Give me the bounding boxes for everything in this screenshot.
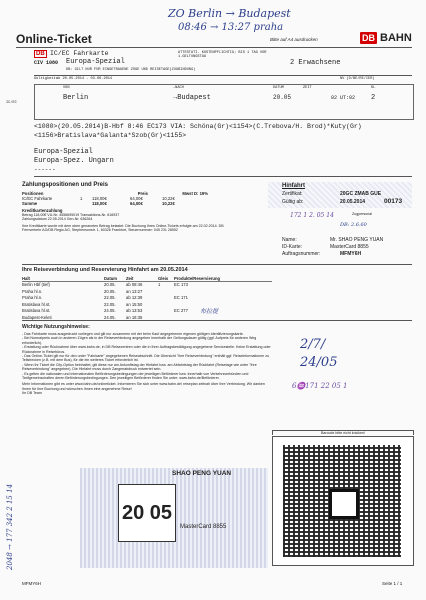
itinerary-cell: an 13:27 [126, 288, 143, 294]
itinerary-cell: 20.05. [104, 288, 116, 294]
col-von: VON [63, 86, 70, 90]
ticket-divider-1 [34, 75, 412, 76]
itinerary-cell: EC 277 [174, 308, 188, 313]
handwritten-side-note: 2048 → 177 342 2 15 14 [6, 483, 14, 570]
validation-stamp [80, 468, 268, 568]
itinerary-cell: Berlin Hbf (tief) [22, 282, 50, 287]
id-label: ID-Karte: [282, 244, 303, 250]
ticket-number: CIV 1080 [34, 60, 59, 66]
barcode-box [272, 436, 414, 566]
payment-header-tax: Mwst D: 19% [182, 191, 208, 196]
note-item: - Das Online-Ticket gilt nur für den unter "Fahrkarte" angegebenen Reiseabschnitt. Die Übersicht "Ihre Reiseverbindung" enthält ggf. Reiseinformationen zu Teilstrecken (z.B. mit dem Bus), für die ein weiteres Ticket erforderlich ist. [22, 354, 270, 363]
print-hint: Bitte auf A4 ausdrucken [270, 37, 318, 42]
itinerary-cell: Budapest-Keleti [22, 314, 52, 320]
itinerary-cell: 24.05. [104, 314, 116, 320]
route-table [34, 84, 414, 120]
card-payment-line: Betrag 118,00€ VU-Nr. 4556695019 Transaktions-Nr. 616937 [22, 213, 120, 217]
itinerary-cell: Bratislava hl.st. [22, 301, 51, 307]
handwritten-route: ZO Berlin → Budapest [168, 7, 291, 20]
to-station: →Budapest [173, 94, 211, 102]
col-class: KL [371, 86, 376, 90]
ticket-validity-note: DB: GILT NUR FÜR EINGETRAGENE ZÜGE UND REISETAGE(ZUGBINDUNG) [66, 68, 196, 72]
card-payment-line: Zahlungsdatum 22.05.2014 Gen-Nr. 636264 [22, 217, 93, 222]
auftrag-value: MFMY6H [340, 251, 362, 257]
itinerary-cell: 20.05. [104, 282, 116, 287]
db-logo-text: BAHN [380, 32, 412, 44]
product-line-2: Europa-Spezial [34, 148, 93, 156]
itinerary-cell: 24.05. [104, 308, 116, 313]
from-station: Berlin [63, 94, 89, 102]
ticket-type: IC/EC Fahrkarte [50, 50, 109, 57]
zertifikat-label: Zertifikat: [282, 191, 303, 197]
handwritten-note: 布拉提 [200, 308, 219, 315]
row-label: IC/EC [6, 101, 17, 105]
payment-row [22, 201, 242, 206]
id-value: MasterCard 8855 [330, 244, 369, 250]
itinerary-cell: an 16:35 [126, 314, 143, 320]
itinerary-header: Produkte/Reservierung [174, 276, 221, 281]
footer-order-number: MFMY6H [22, 581, 41, 586]
itinerary-header: Gleis [158, 276, 169, 281]
ticket-restriction: ATTESTATI. KOSTENPFLICHTIG; BIS 1 TAG VOR 1.GELTUNGSTAG [178, 51, 267, 60]
itinerary-divider [22, 264, 412, 265]
payment-header-position: Positionen [22, 191, 44, 196]
itinerary-table [22, 276, 272, 321]
validity-label: Gültigkeit: [34, 77, 58, 81]
itinerary-cell: EC 171 [174, 295, 188, 300]
itinerary-cell: Bratislava hl.st. [22, 308, 51, 313]
col-date: DATUM [273, 86, 284, 90]
itinerary-cell: ab 13:53 [126, 308, 143, 313]
stamp-passenger-name: SHAO PENG YUAN [172, 470, 232, 477]
note-item: - Es gelten die nationalen und internationalen Beförderungsbedingungen der jeweiligen Beförderer bzw. innerhalb von Verkehrsverbünden und Tarifgemeinschaften deren Beförderungsbedingungen. Den jeweiligen Beförderer finden Sie unter: www.bahn.de/Beförderer. [22, 371, 249, 381]
note-item: - Wenn Ihr Ticket die City-Option beinhaltet, gilt diese nur am Ankunftstag der Hinfahrt bzw. am Abfahrtstag der Rückfahrt (Reisetage wie unter "Ihre Reiseverbindung" angegeben). Die Hinfahrt muss durch Zangenabdruck entwertet sein. [22, 362, 257, 372]
handwritten-ticket-stamp: 6♒171 22 05 1 [292, 382, 348, 390]
handwritten-dates: 2/7/ 24/05 [300, 337, 338, 370]
nv-code: NV (D/BE/RE/IER) [340, 77, 375, 81]
itinerary-cell: 1 [158, 282, 161, 287]
stamp-date-box [118, 484, 176, 542]
handwritten-times: 08:46 → 13:27 praha [178, 22, 284, 33]
itinerary-cell: 22.05. [104, 301, 116, 307]
hinfahrt-title: Hinfahrt [282, 183, 305, 189]
footer-page-number: Seite 1 / 1 [382, 581, 403, 586]
gueltig-label: Gültig ab: [282, 199, 304, 205]
gueltig-value: 20.05.2014 [340, 199, 366, 205]
note-item: - Bei Normalpreis auch in anderen Zügen als in der Reiseverbindung angegeben innerhalb der Geltungsdauer gültig (ggf. Aufpreis für anderen Weg erforderlich). [22, 336, 257, 345]
itinerary-header: Datum [104, 276, 118, 281]
itinerary-cell: Praha hl.n. [22, 288, 43, 294]
notes-divider [22, 320, 412, 321]
itinerary-title: Ihre Reiseverbindung und Reservierung Hinfahrt am 20.05.2014 [22, 267, 188, 273]
note-item: Mehr Informationen gibt es unter www.bahn.de/onlineticket. Informieren Sie sich unter www.bahn.de/ reiseplan zeitnah über Ihre Verbindung. Wir danken Ihnen für Ihre Buchung und wünschen Ihnen eine angenehme Reise! [22, 382, 265, 391]
payment-cell: IC/EC Fahrkarte [22, 196, 53, 201]
note-item: Ihr DB Team [22, 391, 42, 396]
payment-cell: 10,22€ [162, 196, 175, 201]
payment-cell: 118,00€ [92, 196, 107, 201]
validity-range: ab 20.05.2014 - 03.06.2014 [56, 77, 113, 81]
stamp-date: 20 05 [121, 502, 173, 524]
itinerary-cell: an 15:50 [126, 301, 143, 307]
zugpersonal-label: Zugpersonal [352, 212, 372, 216]
ticket-travellers: 2 Erwachsene [290, 59, 341, 67]
barcode-label: Barcode bitte nicht knicken! [272, 430, 414, 435]
db-logo [360, 31, 412, 45]
itinerary-cell: 22.05. [104, 295, 116, 300]
note-item: - Erstattung oder Rücknahme über www.bahn.de, in DB Reisezentren oder die in Ihrer Auftragsbestätigung angegebene Servicestelle. Keine Erstattung oder Rücknahme in Reisebüros. [22, 345, 271, 354]
payment-table [22, 191, 242, 233]
payment-cell: Summe [22, 201, 38, 206]
db-logo-mark: DB [362, 33, 375, 43]
travel-class: 2 [371, 94, 376, 102]
page-title: Online-Ticket [16, 32, 92, 46]
stamp-card: MasterCard 8855 [180, 524, 227, 530]
zertifikat-value: 20GC ZMAB GUE [340, 191, 382, 197]
itinerary-cell: ab 08:46 [126, 282, 143, 287]
itinerary-cell: EC 173 [174, 282, 188, 287]
product-line-3: Europa-Spez. Ungarn [34, 157, 114, 165]
stamp-ticket-number: 00173 [384, 198, 403, 205]
col-nach: →NACH [173, 86, 184, 90]
header-divider [16, 47, 412, 48]
name-value: Mr. SHAO PENG YUAN [330, 237, 384, 243]
payment-cell: 1 [80, 196, 83, 201]
itinerary-cell: ab 12:39 [126, 295, 143, 300]
product-dots: ------ [34, 166, 56, 173]
itinerary-header: Halt [22, 276, 30, 281]
ticket-db-mark: DB [36, 51, 45, 57]
aztec-code-center [329, 489, 359, 519]
payment-cell: 118,00€ [92, 201, 107, 206]
payment-title: Zahlungspositionen und Preis [22, 182, 109, 188]
train-code: 02 UT:02 [331, 95, 356, 101]
payment-cell [80, 201, 92, 206]
auftrag-label: Auftragsnummer: [282, 251, 321, 257]
card-payment-title: Kreditkartenzahlung [22, 208, 63, 213]
itinerary-cell: Praha hl.n. [22, 295, 43, 300]
ticket-divider-2 [34, 176, 412, 177]
handwritten-signature: DB: 2.6.60 [340, 222, 367, 228]
name-label: Name: [282, 237, 297, 243]
ticket-product: Europa-Spezial [66, 58, 125, 66]
notes-list [22, 332, 272, 396]
row-date: 20.05 [273, 94, 292, 101]
col-time: ZEIT [303, 86, 312, 90]
payment-cell: 10,22€ [162, 201, 175, 206]
payment-cell: 64,00€ [130, 196, 143, 201]
handwritten-number: 172 1 2. 05 14 [290, 212, 334, 219]
note-item: - Das Fahrkarte muss ausgedruckt vorliegen und gilt nur zusammen mit der beim Kauf angegebenen eigenen gültigen Identifizierungskarte. [22, 332, 244, 336]
payment-header-price: Preis [137, 191, 148, 196]
notes-title: Wichtige Nutzungshinweise: [22, 324, 90, 330]
payment-tax-text: Ihre Kreditkarte wurde mit dem oben genannten Betrag belastet. Die Buchung Ihres Online-Tickets erfolgte am 22.02.2014. DB Fernverkehr AG/DB Regio AG, Stephensonstr. 1, 60326 Frankfurt, Steuernummer: 045 231 28552 [22, 223, 224, 233]
itinerary-header: Zeit [126, 276, 134, 281]
route-description: <1080>(20.05.2014)B-Hbf 8:46 EC173 VIA: Schöna(Gr)<1154>(C.Trebova/H. Brod)*Kuty(Gr)<1156>Bratislava*Galanta*Szob(Gr)<1155> [34, 123, 362, 139]
payment-cell: 64,00€ [130, 201, 143, 206]
